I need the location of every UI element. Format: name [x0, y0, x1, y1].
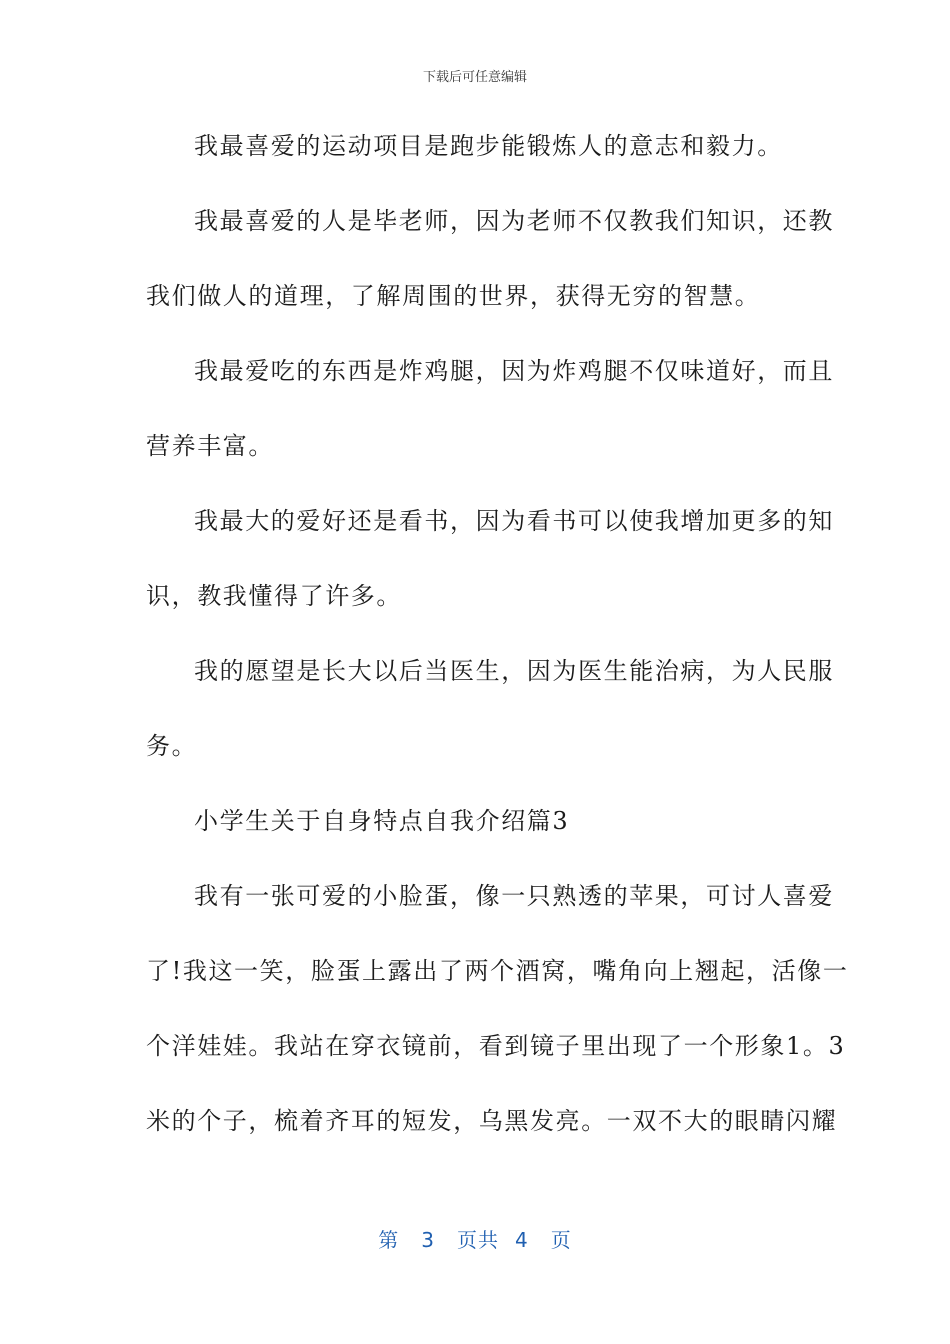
page-footer: [0, 1224, 950, 1253]
footer-prefix: 第: [378, 1228, 400, 1252]
paragraph-line: 我最大的爱好还是看书，因为看书可以使我增加更多的知: [194, 507, 834, 535]
paragraph-line: 我的愿望是长大以后当医生，因为医生能治病，为人民服: [194, 657, 834, 685]
paragraph-line: 我最喜爱的运动项目是跑步能锻炼人的意志和毅力。: [194, 132, 783, 160]
paragraph-line: 了!我这一笑，脸蛋上露出了两个酒窝，嘴角向上翘起，活像一: [146, 957, 849, 985]
page-header: 下载后可任意编辑: [422, 70, 527, 85]
paragraph-line: 我最爱吃的东西是炸鸡腿，因为炸鸡腿不仅味道好，而且: [194, 357, 834, 385]
paragraph-line: 米的个子，梳着齐耳的短发，乌黑发亮。一双不大的眼睛闪耀: [146, 1107, 838, 1135]
section-heading: 小学生关于自身特点自我介绍篇3: [194, 807, 570, 835]
footer-current-page: 3: [421, 1228, 435, 1252]
footer-middle: 页共: [457, 1228, 499, 1252]
footer-total-pages: 4: [515, 1228, 529, 1252]
paragraph-line: 识，教我懂得了许多。: [146, 582, 402, 610]
paragraph-line: 营养丰富。: [146, 432, 274, 460]
document-body: [146, 122, 849, 1172]
paragraph-line: 个洋娃娃。我站在穿衣镜前，看到镜子里出现了一个形象1。3: [146, 1032, 846, 1060]
paragraph-line: 我有一张可爱的小脸蛋，像一只熟透的苹果，可讨人喜爱: [194, 882, 834, 910]
footer-suffix: 页: [550, 1228, 572, 1252]
paragraph-line: 我们做人的道理，了解周围的世界，获得无穷的智慧。: [146, 282, 761, 310]
paragraph-line: 务。: [146, 732, 198, 760]
paragraph-line: 我最喜爱的人是毕老师，因为老师不仅教我们知识，还教: [194, 207, 834, 235]
